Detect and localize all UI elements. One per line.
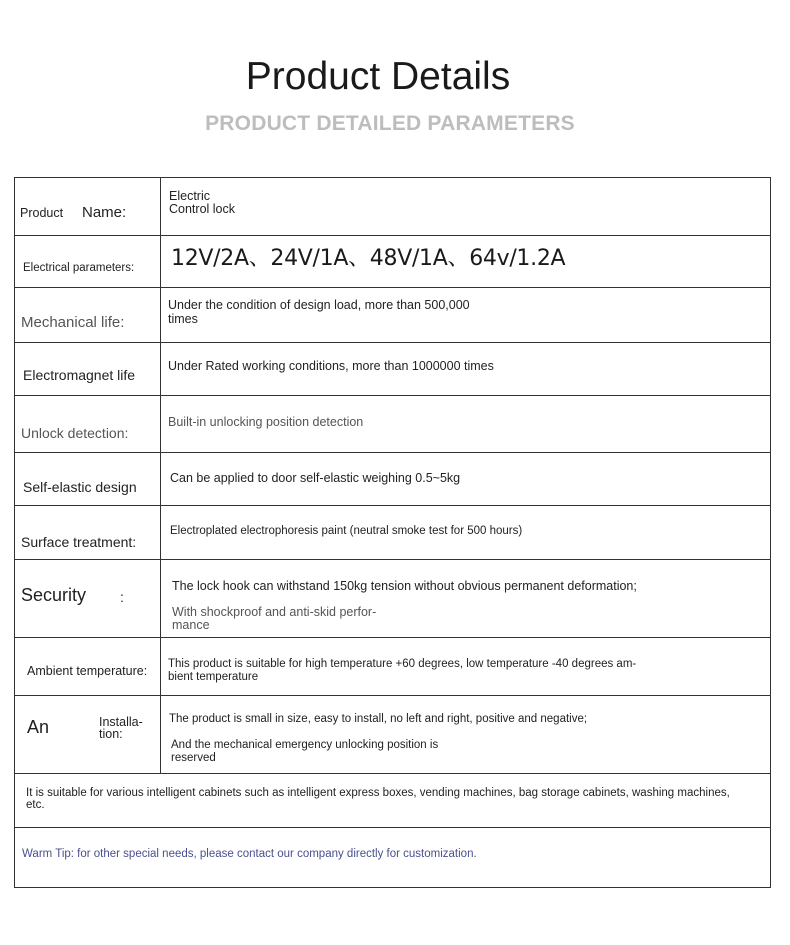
row-label-cell <box>15 638 161 695</box>
table-row-electromagnet-life <box>15 343 770 396</box>
row-label-cell <box>15 506 161 559</box>
row-value-line2b: reserved <box>171 752 216 764</box>
row-value: Can be applied to door self-elastic weighing 0.5~5kg <box>170 471 461 485</box>
page-subtitle: PRODUCT DETAILED PARAMETERS <box>205 112 575 135</box>
row-label-cell <box>15 560 161 637</box>
table-row-unlock-detection <box>15 396 770 453</box>
row-label-cell <box>15 178 161 235</box>
row-value-line1: The lock hook can withstand 150kg tension without obvious permanent deformation; <box>172 579 637 593</box>
table-row-product-name <box>15 178 770 236</box>
row-value-line1: This product is suitable for high temperature +60 degrees, low temperature -40 degrees am- <box>168 658 637 670</box>
page-title: Product Details <box>245 55 511 98</box>
row-label-cell <box>15 396 161 452</box>
row-value: It is suitable for various intelligent cabinets such as intelligent express boxes, vending machines, bag storage cabinets, washing machines, etc. <box>26 787 730 811</box>
row-label-part1: An <box>27 717 50 737</box>
row-value: Built-in unlocking position detection <box>168 415 364 429</box>
row-value-line1: The product is small in size, easy to install, no left and right, positive and negative; <box>169 713 588 725</box>
row-label-part1: Product <box>20 206 64 220</box>
row-value: Electroplated electrophoresis paint (neutral smoke test for 500 hours) <box>170 525 523 537</box>
row-label-cell <box>15 453 161 505</box>
row-value-line2: times <box>168 312 198 326</box>
table-row-application <box>15 774 770 828</box>
row-value-line2: bient temperature <box>168 671 259 683</box>
row-label: Security <box>21 585 87 605</box>
row-label: Mechanical life: <box>21 314 125 331</box>
table-row-ambient-temperature <box>15 638 770 696</box>
row-label: Self-elastic design <box>23 479 137 495</box>
warm-tip-text: Warm Tip: for other special needs, please contact our company directly for customization. <box>22 848 477 860</box>
row-value-line2a: And the mechanical emergency unlocking position is <box>171 739 439 751</box>
row-label-part2a: Installa- <box>99 715 143 729</box>
row-label: Ambient temperature: <box>27 664 148 678</box>
table-row-security <box>15 560 770 638</box>
row-value-line2: Control lock <box>169 202 235 216</box>
row-label: Electromagnet life <box>23 367 136 383</box>
row-value: 12V/2A、24V/1A、48V/1A、64v/1.2A <box>171 246 566 271</box>
row-value-line1: Electric <box>169 189 210 203</box>
row-label-cell <box>15 343 161 395</box>
row-value-line2b: mance <box>172 618 210 632</box>
row-label-cell <box>15 288 161 342</box>
row-label: Electrical parameters: <box>23 262 135 274</box>
row-value: Under Rated working conditions, more than 1000000 times <box>168 359 494 373</box>
row-label-part2b: tion: <box>99 727 123 741</box>
row-label-part2: Name: <box>82 204 127 221</box>
table-row-surface-treatment <box>15 506 770 560</box>
row-label-colon: : <box>120 589 124 605</box>
table-row-mechanical-life <box>15 288 770 343</box>
table-row-warm-tip <box>15 828 770 889</box>
row-value-line2a: With shockproof and anti-skid perfor- <box>172 605 377 619</box>
row-value-line1: Under the condition of design load, more than 500,000 <box>168 298 470 312</box>
table-row-electrical-parameters <box>15 236 770 288</box>
row-label-cell <box>15 236 161 287</box>
row-label: Unlock detection: <box>21 425 129 441</box>
table-row-installation <box>15 696 770 774</box>
row-label-cell <box>15 696 161 773</box>
row-label: Surface treatment: <box>21 534 137 550</box>
parameters-table <box>14 177 771 888</box>
table-row-self-elastic-design <box>15 453 770 506</box>
